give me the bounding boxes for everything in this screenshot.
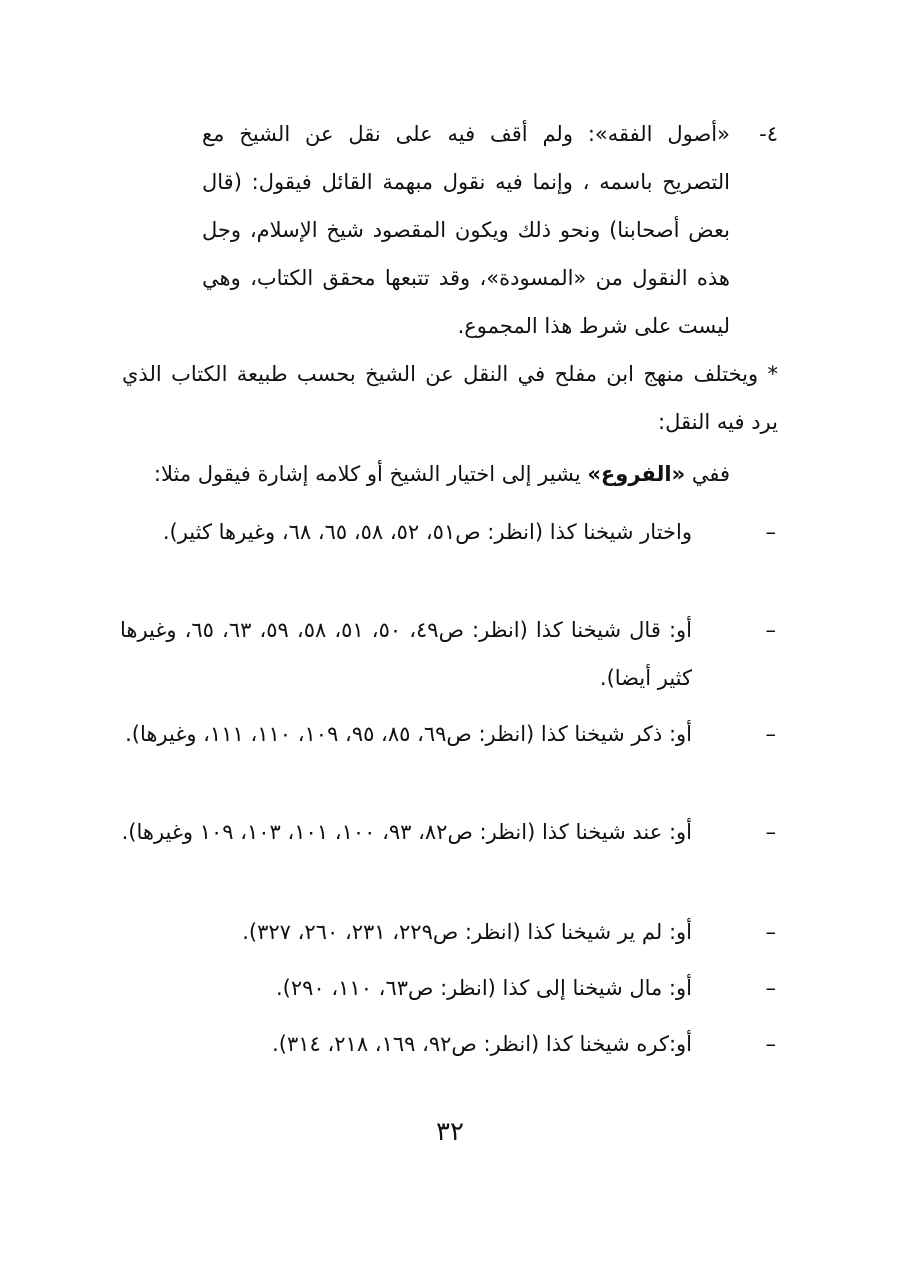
- list-dash: –: [765, 1032, 776, 1056]
- list-item: أو: لم ير شيخنا كذا (انظر: ص٢٢٩، ٢٣١، ٢٦٠، ٣٢٧).: [242, 920, 692, 944]
- list-item: أو: عند شيخنا كذا (انظر: ص٨٢، ٩٣، ١٠٠، ١٠١، ١٠٣، ١٠٩ وغيرها).: [121, 820, 692, 844]
- list-dash: –: [765, 618, 776, 642]
- furu-book-title: «الفروع»: [587, 462, 686, 486]
- list-item: واختار شيخنا كذا (انظر: ص٥١، ٥٢، ٥٨، ٦٥، ٦٨، وغيرها كثير).: [162, 520, 692, 544]
- item-number: ٤-: [759, 122, 778, 146]
- item-4-title: «أصول الفقه»: [594, 122, 730, 146]
- list-item: أو: مال شيخنا إلى كذا (انظر: ص٦٣، ١١٠، ٢٩٠).: [275, 976, 692, 1000]
- list-dash: –: [765, 820, 776, 844]
- list-item: أو: ذكر شيخنا كذا (انظر: ص٦٩، ٨٥، ٩٥، ١٠٩، ١١٠، ١١١، وغيرها).: [125, 722, 692, 746]
- furu-intro-prefix: ففي: [685, 462, 730, 486]
- page-number: ٣٢: [436, 1117, 464, 1147]
- item-4-paragraph: [202, 110, 730, 350]
- method-note-paragraph: * ويختلف منهج ابن مفلح في النقل عن الشيخ بحسب طبيعة الكتاب الذي يرد فيه النقل:: [122, 362, 778, 434]
- furu-intro-paragraph: [122, 450, 730, 498]
- list-dash: –: [765, 920, 776, 944]
- list-item: أو:كره شيخنا كذا (انظر: ص٩٢، ١٦٩، ٢١٨، ٣١٤).: [272, 1032, 692, 1056]
- list-dash: –: [765, 722, 776, 746]
- item-4-text: : ولم أقف فيه على نقل عن الشيخ مع التصريح باسمه ، وإنما فيه نقول مبهمة القائل فيقول: (قال بعض أصحابنا) ونحو ذلك ويكون المقصود شيخ الإسلام، وجل هذه النقول من «المسودة»، وقد تتبعها محقق الكتاب، وهي ليست على شرط هذا المجموع.: [202, 122, 730, 338]
- list-dash: –: [765, 520, 776, 544]
- list-item: أو: قال شيخنا كذا (انظر: ص٤٩، ٥٠، ٥١، ٥٨، ٥٩، ٦٣، ٦٥، وغيرها كثير أيضا).: [120, 618, 693, 690]
- furu-intro-rest: يشير إلى اختيار الشيخ أو كلامه إشارة فيقول مثلا:: [153, 462, 588, 486]
- list-dash: –: [765, 976, 776, 1000]
